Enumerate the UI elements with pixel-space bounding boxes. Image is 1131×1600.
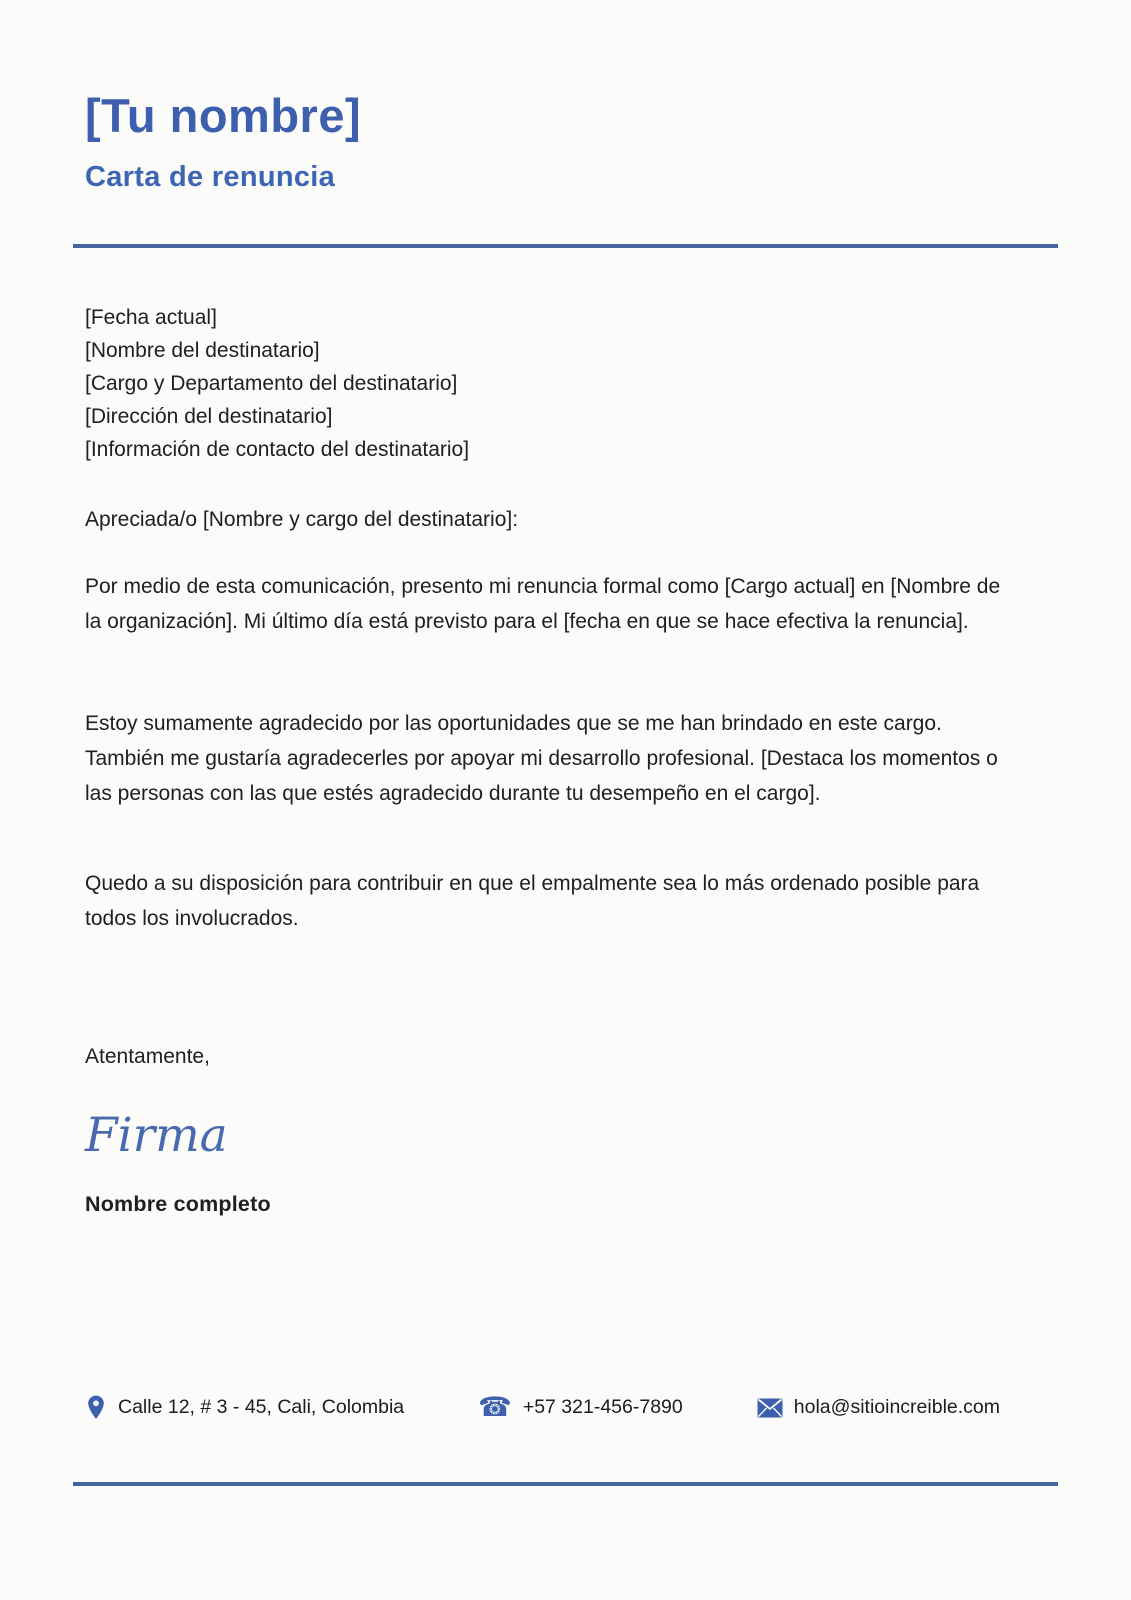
header-divider	[73, 244, 1058, 248]
footer-email-text: hola@sitioincreible.com	[793, 1396, 1000, 1418]
footer-divider	[73, 1482, 1058, 1486]
letter-title: Carta de renuncia	[85, 161, 336, 193]
recipient-block	[85, 301, 469, 466]
body-paragraph: Quedo a su disposición para contribuir en que el empalmente sea lo más ordenado posible para todos los involucrados.	[85, 872, 980, 930]
recipient-line-role: [Cargo y Departamento del destinatario]	[85, 372, 458, 395]
body-paragraph: Estoy sumamente agradecido por las oportunidades que se me han brindado en este cargo. También me gustaría agradecerles por apoyar mi desarrollo profesional. [Destaca los momentos o las personas con las que estés agradecido durante tu desempeño en el cargo].	[85, 712, 998, 805]
recipient-line-address: [Dirección del destinatario]	[85, 405, 333, 428]
footer-address-item	[85, 1394, 404, 1421]
footer-email-item	[757, 1396, 1000, 1419]
recipient-line-date: [Fecha actual]	[85, 306, 217, 329]
phone-icon: ☎	[478, 1392, 512, 1422]
sender-name: [Tu nombre]	[85, 89, 362, 142]
body-paragraph: Por medio de esta comunicación, presento mi renuncia formal como [Cargo actual] en [Nombre de la organización]. Mi último día está previsto para el [fecha en que se hace efectiva la renuncia].	[85, 575, 1001, 633]
email-icon	[757, 1398, 783, 1418]
footer-address-text: Calle 12, # 3 - 45, Cali, Colombia	[118, 1396, 405, 1418]
location-pin-icon	[85, 1394, 107, 1421]
salutation: Apreciada/o [Nombre y cargo del destinatario]:	[85, 508, 519, 531]
recipient-line-name: [Nombre del destinatario]	[85, 339, 320, 362]
valediction: Atentamente,	[85, 1045, 210, 1068]
footer-phone-text: +57 321-456-7890	[522, 1396, 683, 1418]
footer-phone-item	[478, 1394, 683, 1421]
recipient-line-contact: [Información de contacto del destinatario]	[85, 438, 470, 461]
signer-full-name: Nombre completo	[85, 1192, 271, 1216]
contact-footer	[85, 1394, 1000, 1421]
signature-script: Firma	[85, 1108, 228, 1163]
